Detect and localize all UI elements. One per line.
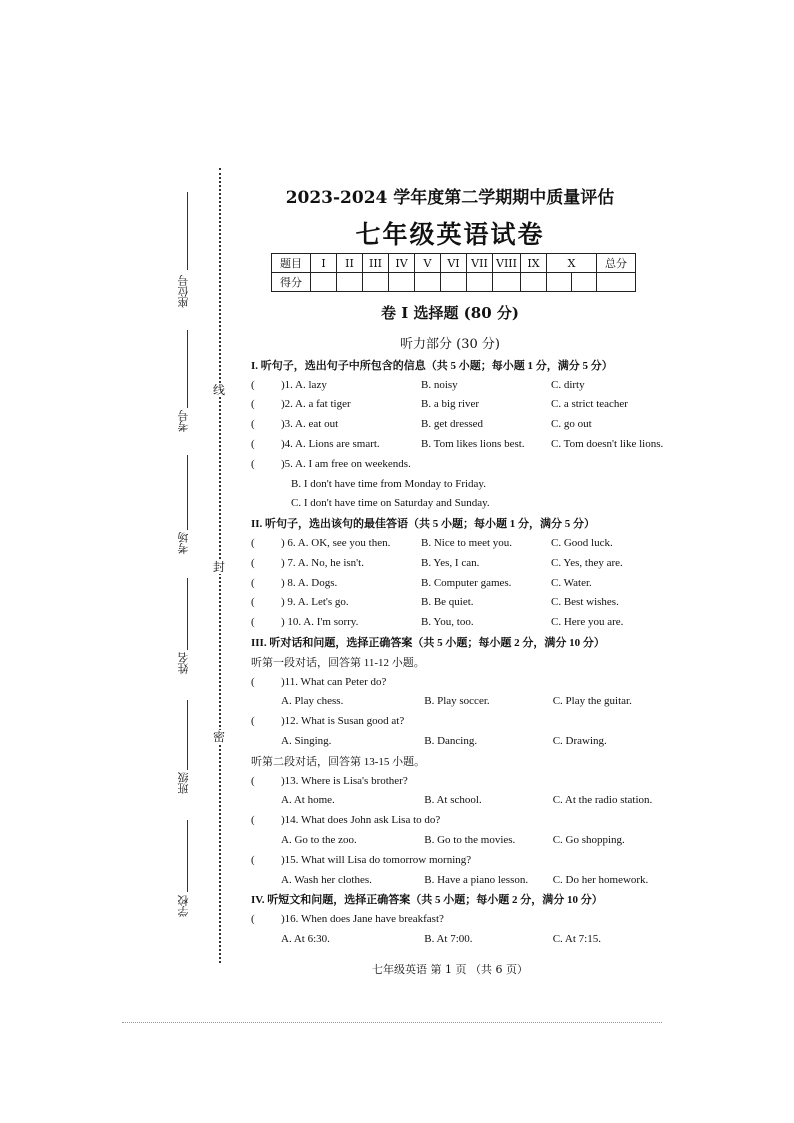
option-c: C. go out	[551, 418, 592, 431]
option-b: B. Nice to meet you.	[421, 537, 513, 550]
answer-blank[interactable]: (	[251, 537, 255, 550]
dialogue-instruction: 听第二段对话，回答第 13-15 小题。	[251, 755, 426, 768]
answer-blank[interactable]: (	[251, 556, 255, 569]
option-b: B. Yes, I can.	[421, 556, 480, 569]
option-b: B. Computer games.	[421, 576, 512, 589]
question-row	[251, 533, 691, 553]
option-b: B. At 7:00.	[424, 933, 473, 945]
option-b: B. At school.	[424, 794, 482, 807]
score-header-cell: VI	[441, 254, 467, 273]
score-cell[interactable]	[441, 273, 467, 292]
option-a: A. Singing.	[281, 735, 332, 748]
option-b: B. Have a piano lesson.	[424, 873, 529, 886]
answer-blank[interactable]: (	[251, 457, 255, 470]
part1-heading: I. 听句子，选出句子中所包含的信息（共 5 小题；每小题 1 分，满分 5 分）	[251, 359, 613, 372]
option-b: B. Go to the movies.	[424, 834, 516, 847]
binding-word-xian: 线	[213, 383, 226, 397]
part3-heading: III. 听对话和问题，选择正确答案（共 5 小题；每小题 2 分，满分 10 分）	[251, 637, 605, 650]
option-c: C. Here you are.	[551, 616, 624, 629]
question-row	[251, 672, 691, 692]
answer-blank[interactable]: (	[251, 398, 255, 411]
option-c: C. At 7:15.	[552, 933, 601, 945]
option-a: A. At home.	[281, 794, 335, 807]
question-text: )16. When does Jane have breakfast?	[281, 913, 444, 926]
score-cell[interactable]	[415, 273, 441, 292]
question-row	[251, 850, 691, 870]
option-c: C. I don't have time on Saturday and Sunday.	[291, 497, 490, 510]
part2-heading: II. 听句子，选出该句的最佳答语（共 5 小题；每小题 1 分，满分 5 分）	[251, 518, 596, 531]
score-header-cell: IV	[389, 254, 415, 273]
option-b: B. get dressed	[421, 418, 484, 431]
score-table-score-row	[272, 273, 636, 292]
option-c: C. Water.	[551, 576, 592, 589]
class-line	[187, 700, 188, 770]
option-b: B. Play soccer.	[424, 695, 490, 708]
question-text: )11. What can Peter do?	[281, 675, 387, 688]
question-content	[251, 355, 691, 949]
score-cell[interactable]	[572, 273, 597, 292]
option-row	[251, 791, 691, 811]
exam-subtitle: 七年级英语试卷	[355, 220, 545, 249]
answer-blank[interactable]: (	[251, 853, 255, 866]
answer-blank[interactable]: (	[251, 418, 255, 431]
question-text: )13. Where is Lisa's brother?	[281, 774, 408, 787]
dialogue-instruction: 听第一段对话，回答第 11-12 小题。	[251, 656, 425, 669]
answer-blank[interactable]: (	[251, 576, 255, 589]
option-a: ) 8. A. Dogs.	[281, 576, 338, 589]
option-row	[251, 494, 691, 514]
option-a: )4. A. Lions are smart.	[281, 438, 380, 451]
answer-blank[interactable]: (	[251, 675, 255, 688]
option-a: A. Wash her clothes.	[281, 873, 372, 886]
score-header-cell: 总分	[597, 254, 636, 273]
option-row	[251, 731, 691, 751]
option-a: A. At 6:30.	[281, 933, 330, 945]
option-b: B. Be quiet.	[421, 596, 474, 609]
score-row-label: 得分	[272, 273, 311, 292]
score-header-cell: III	[363, 254, 389, 273]
score-cell[interactable]	[547, 273, 572, 292]
option-a: ) 10. A. I'm sorry.	[281, 616, 359, 629]
question-text: )12. What is Susan good at?	[281, 715, 405, 728]
option-b: B. Tom likes lions best.	[421, 438, 525, 451]
option-row	[251, 929, 691, 949]
question-text: )14. What does John ask Lisa to do?	[281, 814, 441, 827]
option-a: ) 7. A. No, he isn't.	[281, 556, 364, 569]
answer-blank[interactable]: (	[251, 774, 255, 787]
option-c: C. Play the guitar.	[552, 695, 632, 708]
answer-blank[interactable]: (	[251, 378, 255, 391]
score-header-cell: IX	[521, 254, 547, 273]
option-row	[251, 474, 691, 494]
option-c: C. Tom doesn't like lions.	[551, 438, 664, 451]
binding-word-mi: 密	[213, 730, 226, 744]
question-row	[251, 434, 691, 454]
name-line	[187, 578, 188, 650]
option-b: B. Dancing.	[424, 735, 478, 748]
question-row	[251, 612, 691, 632]
option-a: ) 6. A. OK, see you then.	[281, 537, 391, 550]
option-a: )3. A. eat out	[281, 418, 339, 431]
exam-title: 2023-2024 学年度第二学期期中质量评估	[285, 188, 615, 208]
score-cell[interactable]	[389, 273, 415, 292]
option-row	[251, 870, 691, 890]
option-c: C. Yes, they are.	[551, 556, 623, 569]
answer-blank[interactable]: (	[251, 438, 255, 451]
option-b: B. You, too.	[421, 616, 474, 629]
option-c: C. dirty	[551, 378, 585, 391]
question-row	[251, 395, 691, 415]
part4-heading: IV. 听短文和问题，选择正确答案（共 5 小题；每小题 2 分，满分 10 分）	[251, 894, 603, 907]
question-row	[251, 553, 691, 573]
option-row	[251, 692, 691, 712]
question-row	[251, 593, 691, 613]
option-b: B. noisy	[421, 378, 458, 391]
score-table	[271, 253, 636, 292]
answer-blank[interactable]: (	[251, 616, 255, 629]
option-c: C. Go shopping.	[552, 834, 625, 847]
scan-edge-line	[122, 1022, 662, 1023]
score-cell[interactable]	[363, 273, 389, 292]
question-row	[251, 810, 691, 830]
option-c: C. Drawing.	[552, 735, 607, 748]
exam-number-label: 考号	[177, 410, 190, 432]
score-header-cell: VII	[467, 254, 493, 273]
class-label: 班级	[177, 772, 190, 794]
score-header-cell: X	[547, 254, 597, 273]
score-header-cell: 题目	[272, 254, 311, 273]
option-c: C. a strict teacher	[551, 398, 628, 411]
score-cell[interactable]	[493, 273, 521, 292]
question-row	[251, 414, 691, 434]
score-cell[interactable]	[311, 273, 337, 292]
seat-number-label: 座位号	[177, 275, 190, 308]
question-row	[251, 711, 691, 731]
question-row	[251, 573, 691, 593]
answer-blank[interactable]: (	[251, 715, 255, 728]
exam-room-label: 考场	[177, 532, 190, 554]
name-label: 姓名	[177, 652, 190, 674]
section-title: 卷 I 选择题 (80 分)	[381, 304, 519, 322]
option-a: )5. A. I am free on weekends.	[281, 457, 411, 470]
option-c: C. Do her homework.	[552, 873, 649, 886]
score-cell[interactable]	[521, 273, 547, 292]
question-row	[251, 771, 691, 791]
option-a: )2. A. a fat tiger	[281, 398, 351, 411]
option-c: C. Good luck.	[551, 537, 613, 550]
question-text: )15. What will Lisa do tomorrow morning?	[281, 853, 472, 866]
score-header-cell: I	[311, 254, 337, 273]
option-a: ) 9. A. Let's go.	[281, 596, 349, 609]
binding-word-feng: 封	[213, 560, 226, 574]
option-a: A. Play chess.	[281, 695, 344, 708]
score-cell[interactable]	[467, 273, 493, 292]
score-header-cell: V	[415, 254, 441, 273]
score-cell[interactable]	[337, 273, 363, 292]
option-b: B. a big river	[421, 398, 480, 411]
exam-number-line	[187, 330, 188, 408]
answer-blank[interactable]: (	[251, 913, 255, 926]
school-line	[187, 820, 188, 892]
option-a: )1. A. lazy	[281, 378, 327, 391]
page-footer: 七年级英语 第 1 页 （共 6 页）	[372, 963, 528, 976]
question-row	[251, 375, 691, 395]
question-row	[251, 454, 691, 474]
answer-blank[interactable]: (	[251, 596, 255, 609]
option-c: C. Best wishes.	[551, 596, 619, 609]
score-header-cell: VIII	[493, 254, 521, 273]
option-c: C. At the radio station.	[552, 794, 653, 807]
option-b: B. I don't have time from Monday to Friday.	[291, 477, 486, 490]
exam-room-line	[187, 455, 188, 530]
question-row	[251, 909, 691, 929]
answer-blank[interactable]: (	[251, 814, 255, 827]
option-a: A. Go to the zoo.	[281, 834, 357, 847]
seat-number-line	[187, 192, 188, 270]
score-cell[interactable]	[597, 273, 636, 292]
option-row	[251, 830, 691, 850]
score-header-cell: II	[337, 254, 363, 273]
school-label: 学校	[177, 895, 190, 917]
score-table-header-row	[272, 254, 636, 273]
listening-title: 听力部分 (30 分)	[400, 337, 500, 352]
